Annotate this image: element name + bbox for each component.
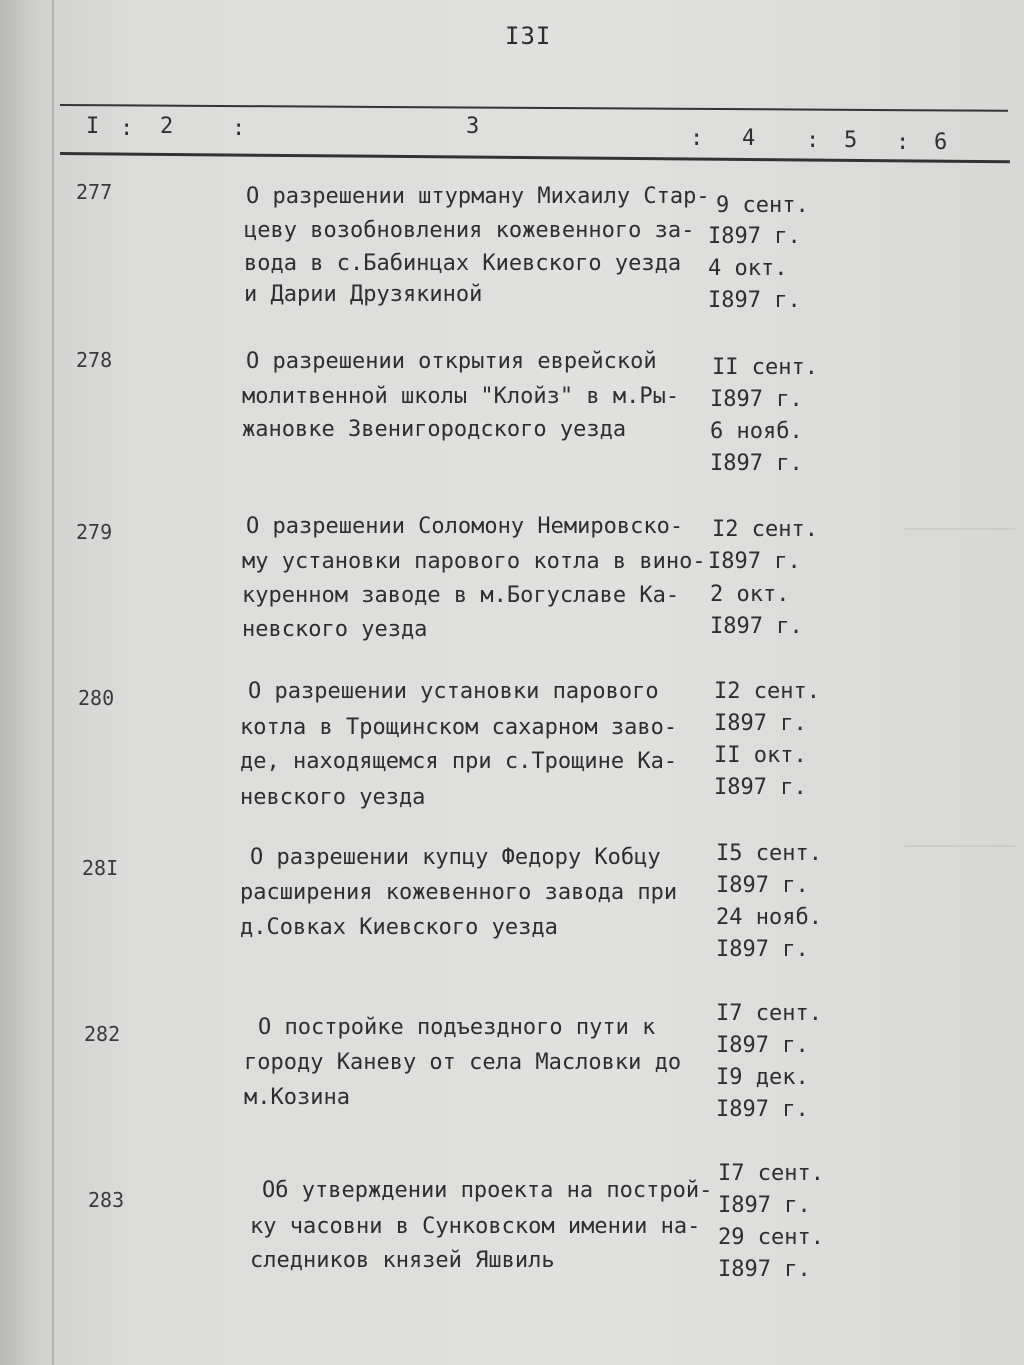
- record-title-line: Об утверждении проекта на построй-: [262, 1178, 713, 1203]
- record-title-line: расширения кожевенного завода при: [240, 880, 678, 905]
- record-number: 280: [78, 686, 115, 710]
- record-date: I897 г.: [710, 387, 803, 412]
- header-rule-bottom: [60, 152, 1010, 163]
- record-title-line: О разрешении купцу Федору Кобцу: [250, 845, 661, 870]
- binding-edge: [52, 0, 54, 1365]
- record-number: 28I: [82, 856, 119, 880]
- record-date: I897 г.: [708, 549, 801, 574]
- record-title-line: городу Каневу от села Масловки до: [244, 1050, 682, 1075]
- column-header-3: 3: [466, 114, 480, 139]
- record-date: II окт.: [714, 743, 807, 768]
- record-date: I897 г.: [714, 775, 807, 800]
- column-separator: :: [806, 128, 820, 153]
- record-date: 6 нояб.: [710, 419, 803, 444]
- column-header-5: 5: [844, 128, 858, 153]
- record-title-line: следников князей Яшвиль: [250, 1248, 555, 1273]
- record-title-line: О разрешении установки парового: [248, 679, 659, 704]
- column-header-6: 6: [934, 130, 948, 155]
- record-date: I897 г.: [716, 1033, 809, 1058]
- record-date: I897 г.: [716, 937, 809, 962]
- record-title-line: куренном заводе в м.Богуславе Ка-: [242, 583, 680, 608]
- column-separator: :: [690, 126, 704, 151]
- record-title-line: молитвенной школы "Клойз" в м.Ры-: [242, 384, 680, 409]
- record-date: I897 г.: [716, 1097, 809, 1122]
- record-date: 29 сент.: [718, 1225, 824, 1250]
- record-title-line: О разрешении штурману Михаилу Стар-: [246, 184, 710, 209]
- record-title-line: котла в Трощинском сахарном заво-: [240, 715, 678, 740]
- column-header-1: I: [86, 114, 100, 139]
- record-number: 277: [76, 180, 113, 204]
- header-rule-top: [60, 104, 1008, 112]
- bleed-through-mark: [905, 845, 1015, 927]
- record-date: I7 сент.: [718, 1161, 824, 1186]
- record-title-line: О разрешении открытия еврейской: [246, 349, 657, 374]
- record-date: II сент.: [712, 355, 818, 380]
- record-date: 9 сент.: [716, 193, 809, 218]
- record-date: I5 сент.: [716, 841, 822, 866]
- record-date: I7 сент.: [716, 1001, 822, 1026]
- record-date: 4 окт.: [708, 256, 788, 281]
- record-title-line: О постройке подъездного пути к: [258, 1015, 656, 1040]
- record-title-line: му установки парового котла в вино-: [242, 549, 706, 574]
- record-title-line: де, находящемся при с.Трощине Ка-: [240, 749, 678, 774]
- bleed-through-mark: [905, 528, 1015, 610]
- column-separator: :: [120, 116, 134, 141]
- record-date: 24 нояб.: [716, 905, 822, 930]
- record-date: 2 окт.: [710, 582, 790, 607]
- record-date: I897 г.: [714, 711, 807, 736]
- column-header-2: 2: [160, 114, 174, 139]
- column-header-4: 4: [742, 126, 756, 151]
- record-title-line: цеву возобновления кожевенного за-: [244, 218, 695, 243]
- record-title-line: м.Козина: [244, 1085, 350, 1110]
- record-date: I2 сент.: [714, 679, 820, 704]
- record-title-line: ку часовни в Сунковском имении на-: [250, 1214, 701, 1239]
- record-date: I897 г.: [710, 614, 803, 639]
- record-number: 282: [84, 1022, 121, 1046]
- record-title-line: жановке Звенигородского уезда: [242, 417, 627, 442]
- record-date: I897 г.: [718, 1257, 811, 1282]
- record-date: I897 г.: [718, 1193, 811, 1218]
- column-separator: :: [896, 130, 910, 155]
- record-date: I2 сент.: [712, 517, 818, 542]
- record-number: 283: [88, 1188, 125, 1212]
- record-date: I897 г.: [710, 451, 803, 476]
- record-date: I897 г.: [716, 873, 809, 898]
- record-title-line: и Дарии Друзякиной: [244, 282, 483, 307]
- record-title-line: вода в с.Бабинцах Киевского уезда: [244, 251, 682, 276]
- record-number: 279: [76, 520, 113, 544]
- record-number: 278: [76, 348, 113, 372]
- record-date: I897 г.: [708, 288, 801, 313]
- record-date: I9 дек.: [716, 1065, 809, 1090]
- column-separator: :: [232, 116, 246, 141]
- record-title-line: д.Совках Киевского уезда: [240, 915, 558, 940]
- record-title-line: невского уезда: [242, 617, 428, 642]
- record-title-line: невского уезда: [240, 785, 426, 810]
- record-date: I897 г.: [708, 224, 801, 249]
- record-title-line: О разрешении Соломону Немировско-: [246, 514, 684, 539]
- page-number: I3I: [505, 22, 552, 50]
